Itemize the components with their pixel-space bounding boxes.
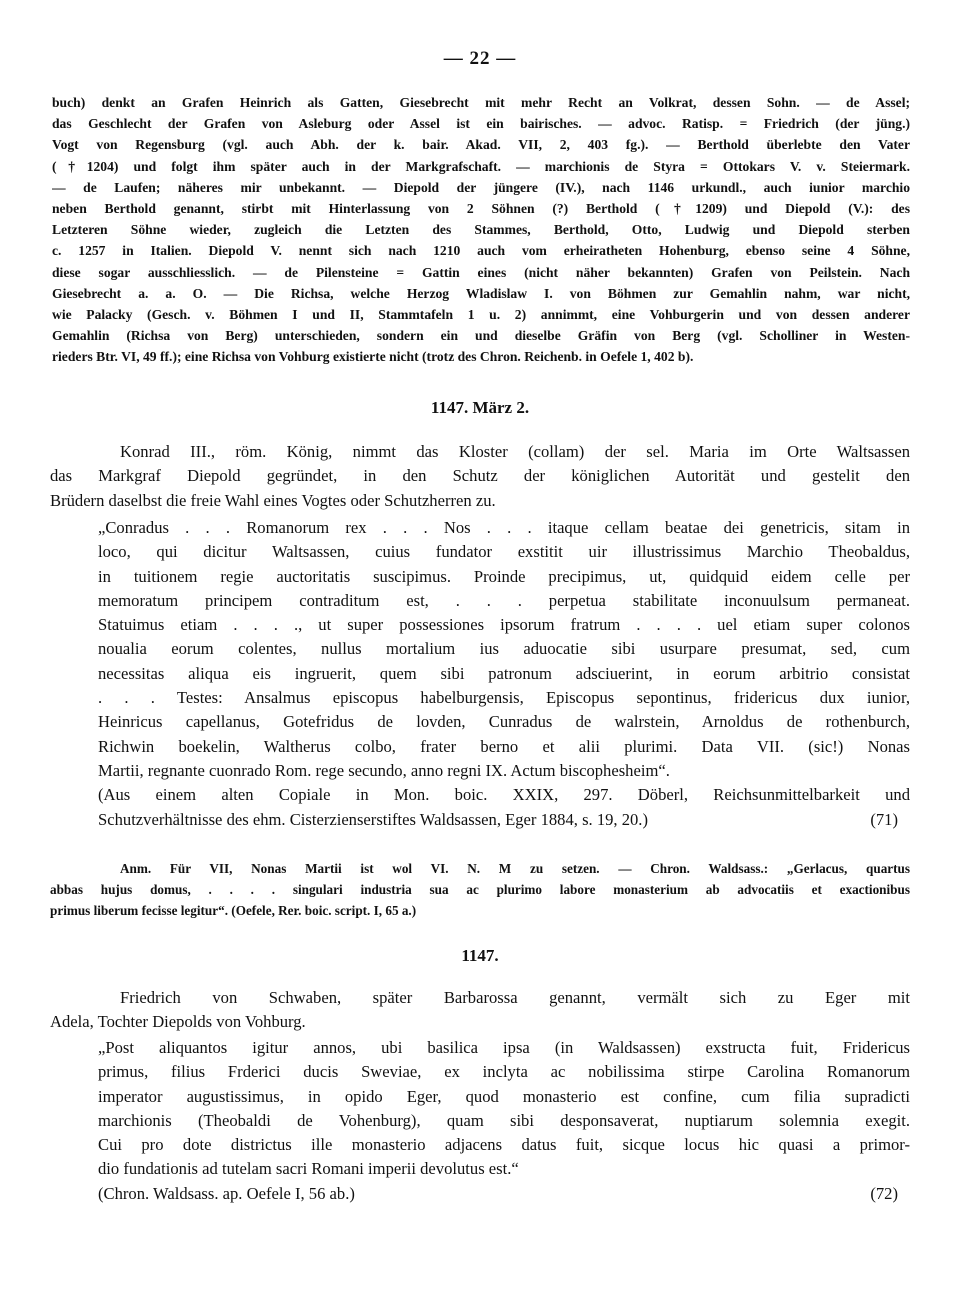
footnote-line: neben Berthold genannt, stirbt mit Hinterlassung von 2 Söhnen (?) Berthold (†1209) und Diepold (V.): des [52,200,910,216]
quote-line: loco, qui dicitur Waltsassen, cuius fundator exstitit uir illustrissimus Marchio Theobaldus, [98,542,910,562]
summary-line: Friedrich von Schwaben, später Barbarossa genannt, vermält sich zu Eger mit [120,988,910,1007]
annotation-line: Anm. Für VII, Nonas Martii ist wol VI. N. M zu setzen. — Chron. Waldsass.: „Gerlacus, quartus [120,861,910,876]
quote-line: imperator augustissimus, in opido Eger, quod monasterio est confine, cum filia supradicti [98,1086,910,1106]
footnote-line: c. 1257 in Italien. Diepold V. nennt sich nach 1210 auch vom erheiratheten Hohenburg, ebenso seine 4 Söhne, [52,243,910,259]
footnote-line: Giesebrecht a. a. O. — Die Richsa, welche Herzog Wladislaw I. von Böhmen zur Gemahlin nahm, war nicht, [52,285,910,301]
quote-line: in tuitionem regie auctoritatis suscipimus. Proinde precipimus, ut, quidquid eidem celle per [98,566,910,586]
entry-summary [50,986,910,1035]
quote-line: Statuimus etiam . . . ., ut super possessiones ipsorum fratrum . . . . uel etiam super colonos [98,615,910,635]
quote-line: necessitas aliqua eis ingruerit, quem sibi patronum adsciuerint, in eorum arbitrio consistat [98,663,910,683]
footnote-line: — de Laufen; näheres mir unbekannt. — Diepold der jüngere (IV.), nach 1146 urkundl., auch iunior marchio [52,179,910,195]
summary-line: Konrad III., röm. König, nimmt das Kloster (collam) der sel. Maria im Orte Waltsassen [120,442,910,461]
entry-number: (72) [870,1183,898,1203]
quote-line: . . . Testes: Ansalmus episcopus habelburgensis, Episcopus sepontinus, fridericus dux iunior, [98,688,910,708]
quote-line: Heinricus capellanus, Gotefridus de lovden, Cunradus de walrstein, Arnoldus de rothenburch, [98,712,910,732]
quote-line: „Conradus . . . Romanorum rex . . . Nos . . . itaque cellam beatae dei genetricis, sitam in [98,518,910,537]
source-line: (Aus einem alten Copiale in Mon. boic. XXIX, 297. Döberl, Reichsunmittelbarkeit und [98,785,910,805]
source-text: (Chron. Waldsass. ap. Oefele I, 56 ab.) [98,1183,355,1203]
footnote-line: rieders Btr. VI, 49 ff.); eine Richsa von Vohburg existierte nicht (trotz des Chron. Reichenb. in Oefele 1, 402 b). [52,349,694,365]
footnote-line: Vogt von Regensburg (vgl. auch Abh. der k. bair. Akad. VII, 2, 403 fg.). — Berthold überlebte den Vater [52,137,910,153]
annotation-line: primus liberum fecisse legitur“. (Oefele, Rer. boic. script. I, 65 a.) [50,903,417,919]
footnote-line: (†1204) und folgt ihm später auch in der Markgrafschaft. — marchionis de Styra = Ottokars V. v. Steiermark. [52,158,910,174]
quote-line: Richwin boekelin, Waltherus colbo, frater berno et alii plurimi. Data VII. (sic!) Nonas [98,736,910,756]
quote-line: dio fundationis ad tutelam sacri Romani imperii devolutus est.“ [98,1159,519,1179]
summary-line: Brüdern daselbst die freie Wahl eines Vogtes oder Schutzherren zu. [50,490,496,510]
summary-line: Adela, Tochter Diepolds von Vohburg. [50,1012,306,1032]
quote-line: Cui pro dote districtus ille monasterio adjacens datus fuit, sicque locus hic quasi a primor- [98,1135,910,1155]
quote-line: „Post aliquantos igitur annos, ubi basilica ipsa (in Waldsassen) exstructa fuit, Fridericus [98,1038,910,1057]
entry-date-heading: 1147. März 2. [430,398,530,417]
footnote-block [52,92,910,367]
quote-line: memoratum principem contraditum est, . . . perpetua stabilitate inconuulsum permaneat. [98,590,910,610]
footnote-line: Letzteren Söhne wieder, zugleich die Letzten des Stammes, Berthold, Otto, Ludwig und Diepold sterben [52,222,910,238]
footnote-line: wie Palacky (Gesch. v. Böhmen I und II, Stammtafeln 1 u. 2) annimmt, eine Vohburgerin und von dessen anderer [52,306,910,322]
quote-line: Martii, regnante cuonrado Rom. rege secundo, anno regni IX. Actum biscophesheim“. [98,760,670,780]
annotation-block [50,858,910,922]
entry-summary [50,440,910,513]
footnote-line: das Geschlecht der Grafen von Asleburg oder Assel ist ein bairisches. — advoc. Ratisp. = Friedrich (der jüng.) [52,116,910,132]
quote-line: noualia eorum colentes, nullus mortalium ius aduocatie sibi usurpare presumat, sed, cum [98,639,910,659]
entry-date-heading: 1147. [461,946,499,965]
source-text: Schutzverhältnisse des ehm. Cisterzienserstiftes Waldsassen, Eger 1884, s. 19, 20.) [98,809,648,829]
quote-line: primus, filius Frderici ducis Sweviae, ex inclyta ac nobilissima stirpe Carolina Romanorum [98,1062,910,1082]
footnote-line: diese sogar ausschliesslich. — de Pilensteine = Gattin eines (nicht näher bekannten) Grafen von Peilstein. Nach [52,264,910,280]
annotation-line: abbas hujus domus, . . . . singulari industria sua ac plurimo labore monasterium ab advocatiis et exactionibus [50,882,910,898]
footnote-line: Gemahlin (Richsa von Berg) unterschieden, sondern ein und dieselbe Gräfin von Berg (vgl. Scholliner in Westen- [52,328,910,344]
footnote-line: buch) denkt an Grafen Heinrich als Gatten, Giesebrecht mit mehr Recht an Volkrat, dessen Sohn. — de Assel; [52,95,910,110]
source-line [50,1182,910,1206]
entry-quote [50,516,910,832]
entry-number: (71) [870,809,898,829]
quote-line: marchionis (Theobaldi de Vohenburg), quam sibi desponsaverat, nuptiarum solemnia exegit. [98,1110,910,1130]
source-line [50,808,910,832]
entry-quote [50,1036,910,1206]
summary-line: das Markgraf Diepold gegründet, in den Schutz der königlichen Autorität und gestelit den [50,466,910,486]
page-number: — 22 — [443,48,517,69]
